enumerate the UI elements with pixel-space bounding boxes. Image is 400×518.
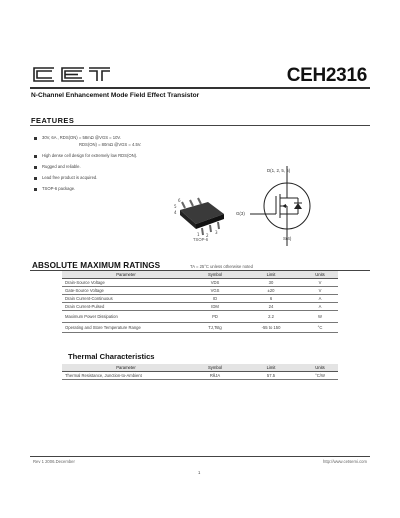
table-row: Maximum Power Dissipation PD 2.2 W xyxy=(62,310,338,322)
part-number: CEH2316 xyxy=(286,65,367,86)
pin-number: 6 xyxy=(178,198,181,203)
abs-max-note: TA = 25°C unless otherwise noted xyxy=(190,264,253,269)
column-header: Parameter xyxy=(62,271,190,278)
features-title: FEATURES xyxy=(31,116,75,125)
revision-date: Rev 1 2006.December xyxy=(33,459,75,464)
column-header: Units xyxy=(302,364,338,371)
feature-item: High dense cell design for extremely low RDS(ON). xyxy=(34,153,234,159)
table-row: Drain-Source Voltage VDS 30 V xyxy=(62,278,338,286)
feature-item: Lead free product is acquired. xyxy=(34,175,234,181)
thermal-title: Thermal Characteristics xyxy=(68,352,155,361)
features-list xyxy=(34,135,234,197)
footer-rule xyxy=(30,456,370,457)
abs-max-title: ABSOLUTE MAXIMUM RATINGS xyxy=(32,261,161,270)
source-pin-label: S(4) xyxy=(283,236,292,241)
feature-item: Rugged and reliable. xyxy=(34,164,234,170)
features-rule xyxy=(30,125,370,126)
column-header: Limit xyxy=(240,271,302,278)
thermal-table xyxy=(62,364,338,380)
package-illustration xyxy=(172,192,232,240)
column-header: Symbol xyxy=(190,364,240,371)
mosfet-schematic xyxy=(232,166,332,246)
table-row: Operating and Store Temperature Range TJ,Tstg -55 to 150 °C xyxy=(62,322,338,332)
column-header: Units xyxy=(302,271,338,278)
header-rule xyxy=(30,87,370,89)
column-header: Symbol xyxy=(190,271,240,278)
table-row: Drain Current-Pulsed IDM 24 A xyxy=(62,302,338,310)
company-logo xyxy=(30,66,112,83)
pin-number: 3 xyxy=(215,230,218,235)
feature-item: TSOP-6 package. xyxy=(34,186,234,192)
pin-number: 5 xyxy=(174,204,177,209)
pin-number: 4 xyxy=(174,210,177,215)
table-row: Thermal Resistance, Junction-to-Ambient RθJA 57.5 °C/W xyxy=(62,371,338,379)
column-header: Parameter xyxy=(62,364,190,371)
table-row: Gate-Source Voltage VGS ±20 V xyxy=(62,286,338,294)
drain-pin-label: D(1, 2, 5, 6) xyxy=(267,168,291,173)
table-header-row xyxy=(62,271,338,278)
document-subtitle: N-Channel Enhancement Mode Field Effect Transistor xyxy=(31,92,200,99)
table-row: Drain Current-Continuous ID 6 A xyxy=(62,294,338,302)
column-header: Limit xyxy=(240,364,302,371)
feature-item: 30V, 6A , RDS(ON) = 58mΩ @VGS = 10V. RDS(ON) = 80mΩ @VGS = 4.5V. xyxy=(34,135,234,148)
package-label: TSOP-6 xyxy=(193,237,209,242)
pin-number: 1 xyxy=(197,232,200,237)
abs-max-table xyxy=(62,271,338,333)
pin-number: 2 xyxy=(206,233,209,238)
website-url: http://www.cetsemi.com xyxy=(323,459,367,464)
gate-pin-label: G(3) xyxy=(236,211,245,216)
page-number: 1 xyxy=(198,470,201,475)
table-header-row xyxy=(62,364,338,371)
